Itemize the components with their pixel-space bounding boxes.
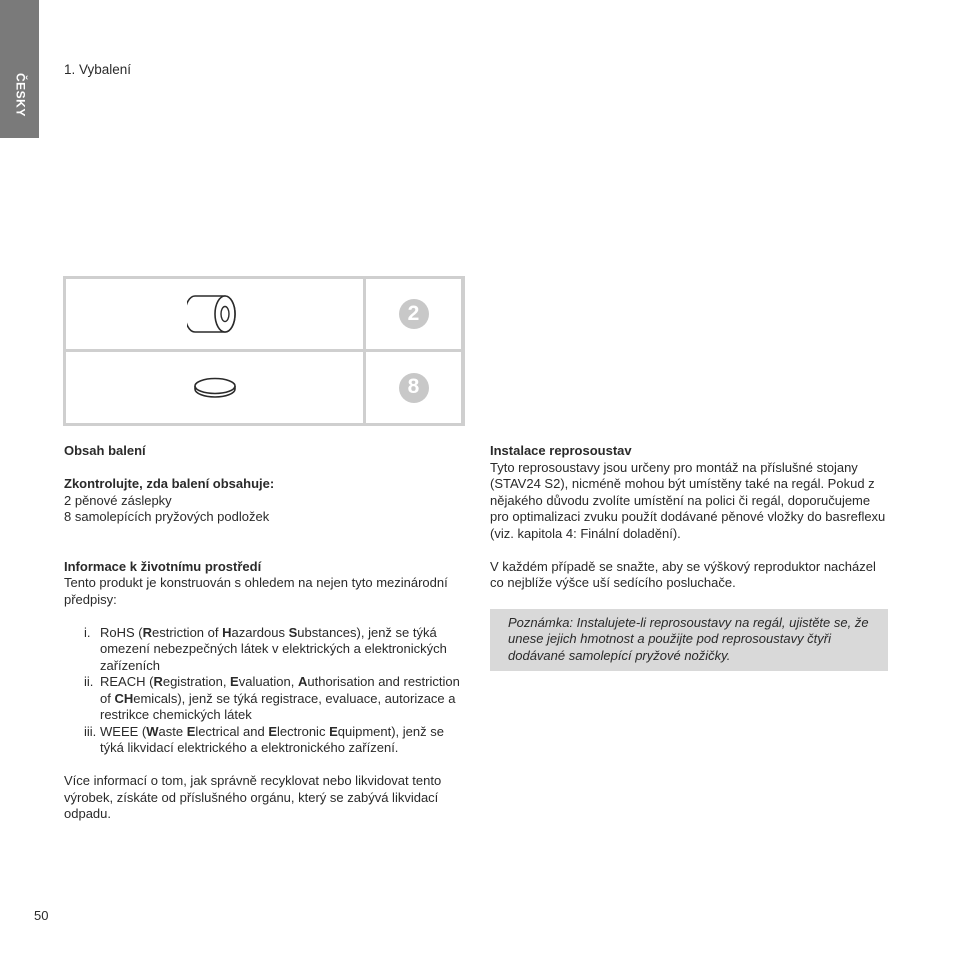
count-badge: 2 — [399, 299, 429, 329]
language-label: ČESKY — [13, 73, 28, 117]
installation-text: Tyto reprosoustavy jsou určeny pro montáž na příslušné stojany (STAV24 S2), nicméně mohou být umístěny také na regál. Pokud z nějakého důvodu zvolíte umístění na polici či regál, doporučujeme pro optimalizaci zvuku použít dodávané pěnové vložky do basreflexu (viz. kapitola 4: Finální doladění). — [490, 459, 886, 541]
right-column — [490, 443, 888, 671]
language-tab — [0, 0, 39, 138]
rubber-pad-icon — [192, 376, 238, 400]
installation-text: V každém případě se snažte, aby se výškový reproduktor nacházel co nejblíže výšce uší sedícího posluchače. — [490, 558, 876, 590]
list-item: ii. REACH (Registration, Evaluation, Authorisation and restriction of CHemicals), jenž se týká registrace, evaluace, autorizace a restrikce chemických látek — [84, 674, 460, 722]
parts-count-cell — [366, 279, 461, 349]
contents-item: 8 samolepících pryžových podložek — [64, 509, 270, 524]
parts-count-cell — [366, 352, 461, 423]
list-item: iii. WEEE (Waste Electrical and Electronic Equipment), jenž se týká likvidací elektrického a elektronického zařízení. — [84, 723, 444, 755]
parts-cell-foam-plug — [66, 279, 363, 349]
note-box — [490, 609, 888, 672]
count-badge: 8 — [399, 373, 429, 403]
installation-heading: Instalace reprosoustav — [490, 443, 632, 458]
page-number: 50 — [34, 908, 49, 923]
contents-item: 2 pěnové záslepky — [64, 492, 172, 508]
environment-heading: Informace k životnímu prostředí — [64, 558, 262, 574]
recycling-info: Více informací o tom, jak správně recyklovat nebo likvidovat tento výrobek, získáte od příslušného orgánu, který se zabývá likvidací odpadu. — [64, 773, 442, 821]
contents-heading: Obsah balení — [64, 443, 146, 458]
left-column — [64, 443, 464, 823]
note-text: Poznámka: Instalujete-li reprosoustavy na regál, ujistěte se, že unese jejich hmotnost a použijte pod reprosoustavy čtyři dodávané samolepící pryžové nožičky. — [508, 614, 869, 663]
regulations-list — [64, 625, 464, 757]
section-title: 1. Vybalení — [64, 62, 132, 77]
list-item: i. RoHS (Restriction of Hazardous Substances), jenž se týká omezení nebezpečných látek v elektrických a elektronických zařízeních — [84, 624, 447, 673]
check-heading: Zkontrolujte, zda balení obsahuje: — [64, 476, 275, 491]
environment-text: Tento produkt je konstruován s ohledem na nejen tyto mezinárodní předpisy: — [64, 575, 448, 607]
parts-table — [63, 276, 465, 426]
parts-cell-rubber-pad — [66, 352, 363, 423]
foam-plug-icon — [187, 293, 243, 335]
